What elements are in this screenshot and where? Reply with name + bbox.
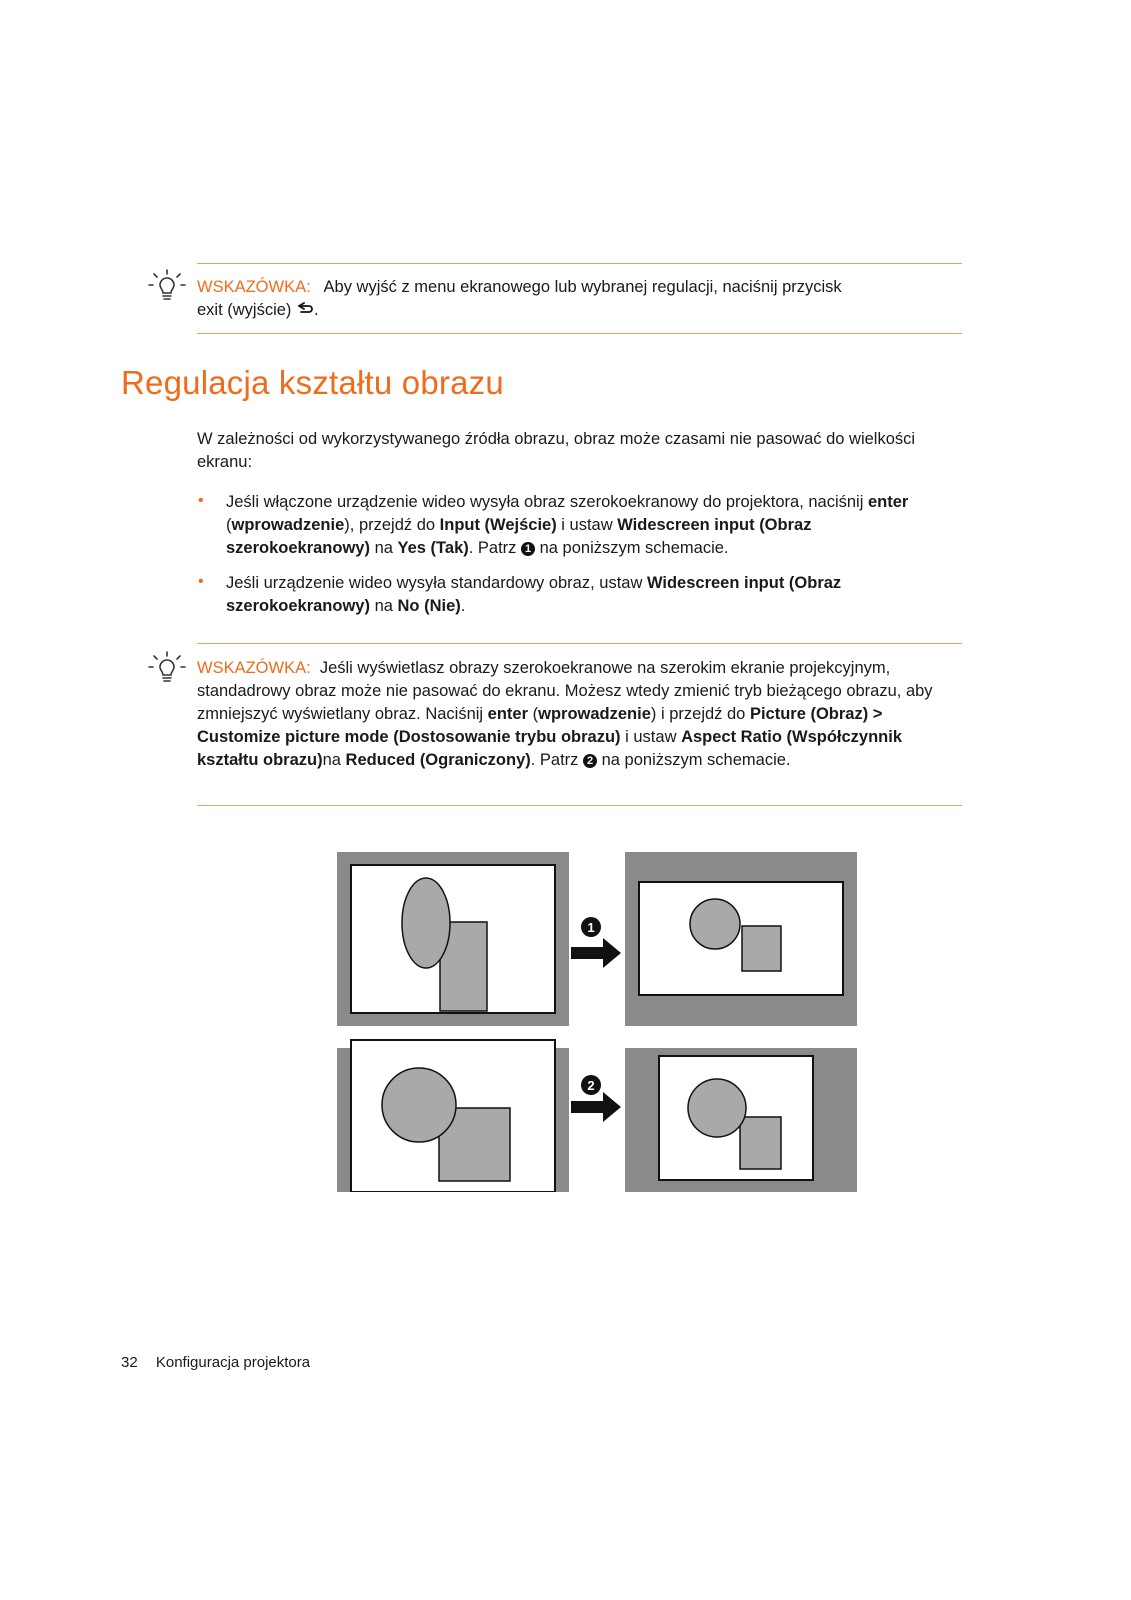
result-widescreen-screen xyxy=(639,882,843,995)
tip1-text-b: exit (wyjście) xyxy=(197,301,292,319)
bullet-dot-1: • xyxy=(198,492,204,509)
b1-b2: wprowadzenie xyxy=(231,516,345,534)
b1-t6: . Patrz xyxy=(468,539,522,557)
b1-t1: Jeśli włączone urządzenie wideo wysyła obraz szerokoekranowy do projektora, naciśnij xyxy=(226,493,864,511)
tip1-text-a: Aby wyjść z menu ekranowego lub wybranej regulacji, naciśnij przycisk xyxy=(323,278,842,296)
b1-t2: ( xyxy=(226,516,232,534)
tip1 xyxy=(197,276,965,322)
tall-ellipse-shape xyxy=(402,878,450,968)
tip1-label: WSKAZÓWKA: xyxy=(197,278,311,296)
intro-paragraph: W zależności od wykorzystywanego źródła obrazu, obraz może czasami nie pasować do wielkości ekranu: xyxy=(197,430,916,471)
b2-b1: Widescreen input (Obraz szerokoekranowy) xyxy=(226,574,842,615)
square-shape-reduced xyxy=(740,1117,781,1169)
t2-b3: Picture (Obraz) > Customize picture mode (Dostosowanie trybu obrazu) xyxy=(197,705,883,746)
circle-shape-large xyxy=(382,1068,456,1142)
t2-t7: na poniższym schemacie. xyxy=(597,751,791,769)
page-footer xyxy=(121,1354,310,1371)
section-heading: Regulacja kształtu obrazu xyxy=(121,364,504,401)
b1-b1: enter xyxy=(868,493,909,511)
circle-shape xyxy=(690,899,740,949)
b1-b4: Widescreen input (Obraz szerokoekranowy) xyxy=(226,516,812,557)
step-1-marker: 1 xyxy=(521,542,535,556)
b1-t5: na xyxy=(369,539,398,557)
tip2-label: WSKAZÓWKA: xyxy=(197,659,311,677)
b1-t4: i ustaw xyxy=(556,516,618,534)
bullet-1 xyxy=(226,491,946,560)
tip2-top-rule xyxy=(197,643,962,644)
b1-b5: Yes (Tak) xyxy=(397,539,469,557)
t2-b4: Aspect Ratio (Współczynnik kształtu obrazu) xyxy=(197,728,903,769)
b2-b2: No (Nie) xyxy=(397,597,461,615)
tip1-bottom-rule xyxy=(197,333,962,334)
page-number: 32 xyxy=(121,1354,138,1371)
tip2 xyxy=(197,657,965,772)
arrow-right-icon xyxy=(571,1092,621,1122)
t2-t2: ( xyxy=(528,705,539,723)
t2-t5: na xyxy=(322,751,346,769)
square-shape xyxy=(742,926,781,971)
bullet-2 xyxy=(226,572,946,618)
bullet-dot-2: • xyxy=(198,573,204,590)
b2-t2: na xyxy=(369,597,398,615)
tip2-bottom-rule xyxy=(197,805,962,806)
b1-t3: ), przejdź do xyxy=(344,516,440,534)
t2-t1: Jeśli wyświetlasz obrazy szerokoekranowe na szerokim ekranie projekcyjnym, standadrowy obraz może nie pasować do ekranu. Możesz wtedy zmienić tryb bieżącego obrazu, aby zmniejszyć wyświetlany obraz. Naciśnij xyxy=(197,659,933,723)
lightbulb-icon xyxy=(145,648,189,692)
step-2-marker: 2 xyxy=(583,754,597,768)
return-arrow-icon xyxy=(296,302,314,316)
arrow-right-icon xyxy=(571,938,621,968)
circle-shape-reduced xyxy=(688,1079,746,1137)
t2-t3: ) i przejdź do xyxy=(650,705,750,723)
footer-section-title: Konfiguracja projektora xyxy=(155,1354,311,1371)
aspect-ratio-diagram xyxy=(337,852,857,1192)
tip1-top-rule xyxy=(197,263,962,264)
b2-t3: . xyxy=(460,597,466,615)
b1-b3: Input (Wejście) xyxy=(439,516,557,534)
step-2-label: 2 xyxy=(587,1078,595,1093)
t2-t4: i ustaw xyxy=(620,728,682,746)
b1-t7: na poniższym schemacie. xyxy=(535,539,729,557)
b2-t1: Jeśli urządzenie wideo wysyła standardowy obraz, ustaw xyxy=(226,574,647,592)
step-1-label: 1 xyxy=(587,920,595,935)
t2-t6: . Patrz xyxy=(530,751,584,769)
t2-b2: wprowadzenie xyxy=(538,705,651,723)
t2-b1: enter xyxy=(487,705,529,723)
t2-b5: Reduced (Ograniczony) xyxy=(345,751,531,769)
tip1-text-c: . xyxy=(314,301,319,319)
lightbulb-icon xyxy=(145,266,189,310)
